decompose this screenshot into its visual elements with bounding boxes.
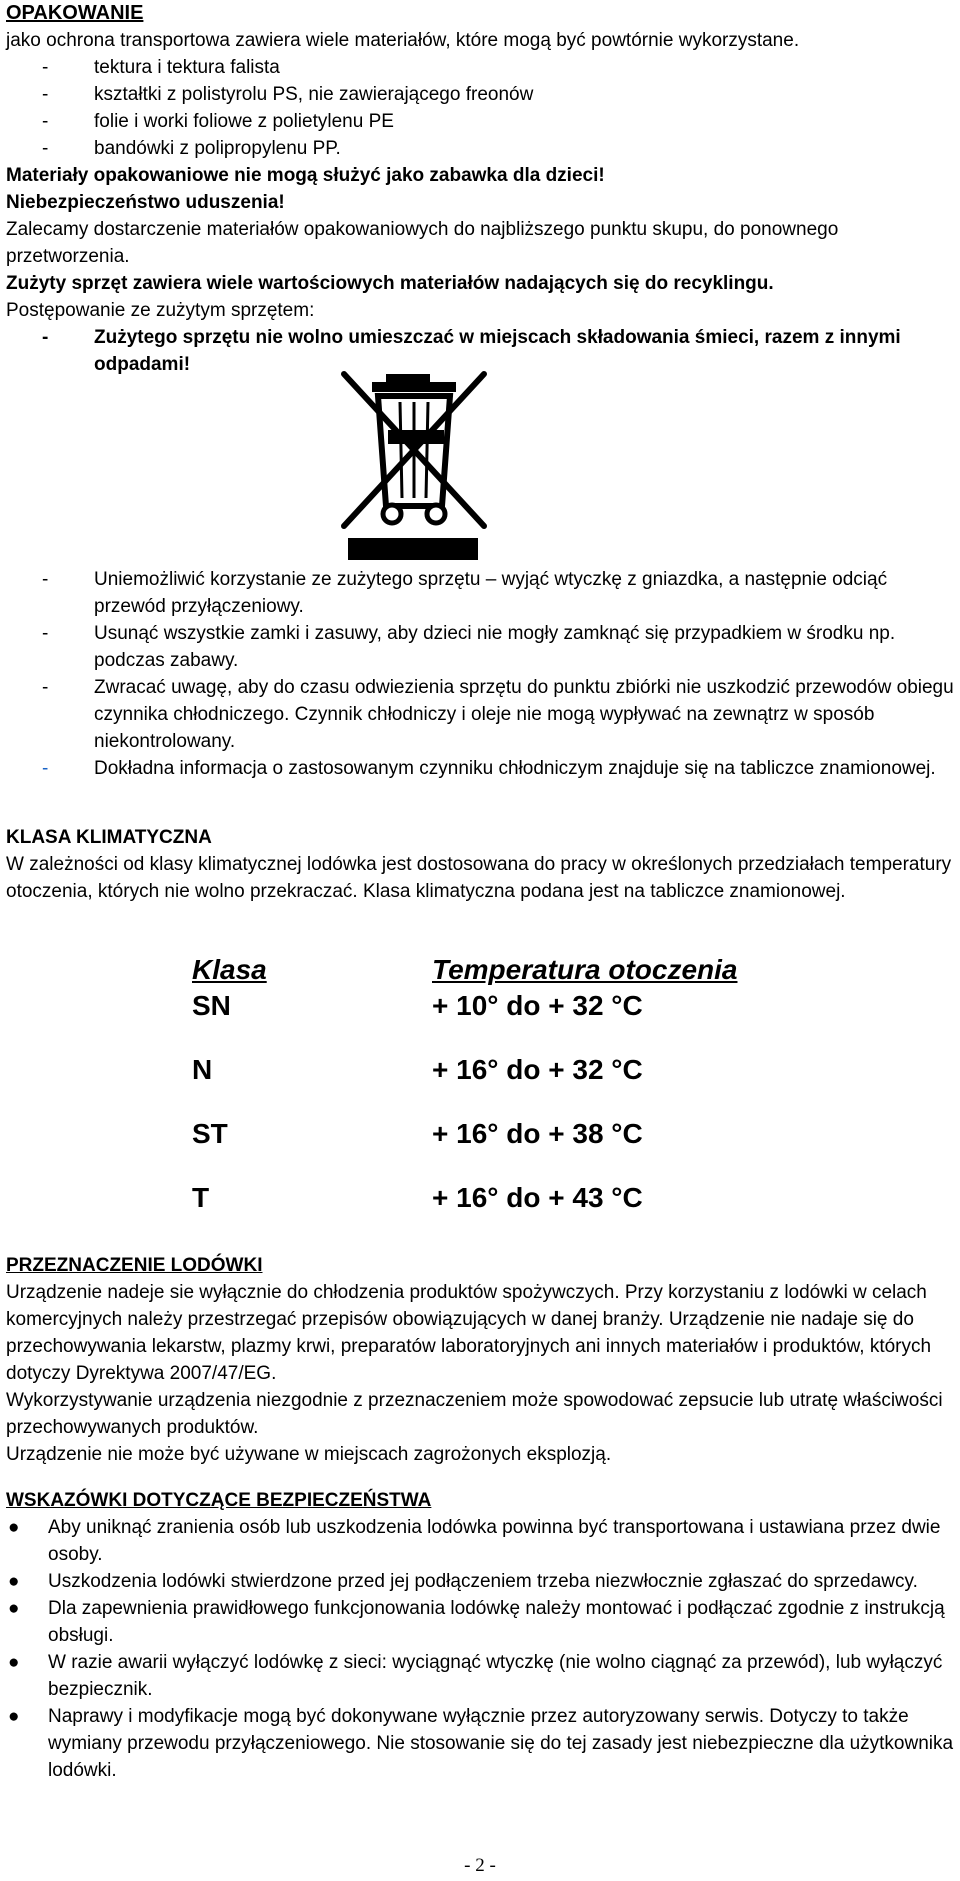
list-item: ● Dla zapewnienia prawidłowego funkcjonowania lodówkę należy montować i podłączać zgodnie z instrukcją obsługi. [0, 1595, 960, 1649]
list-item: - Dokładna informacja o zastosowanym czynniku chłodniczym znajduje się na tabliczce znamionowej. [42, 758, 936, 779]
bullet-dot-icon: ● [8, 1652, 20, 1673]
table-row: ST + 16° do + 38 °C [192, 1118, 643, 1149]
page-number: - 2 - [464, 1855, 496, 1876]
list-item: - Zwracać uwagę, aby do czasu odwiezienia sprzętu do punktu zbiórki nie uszkodzić przewodów obiegu czynnika chłodniczego. Czynnik chłodniczy i oleje nie mogą wypływać na zewnątrz w sposób niekontrolowany. [42, 677, 954, 752]
list-item: - folie i worki foliowe z polietylenu PE [42, 111, 394, 132]
column-header: Klasa [192, 954, 267, 985]
table-row: SN + 10° do + 32 °C [192, 990, 643, 1021]
recycling-note: Zużyty sprzęt zawiera wiele wartościowych materiałów nadających się do recyklingu. [6, 273, 774, 294]
list-item: ● Uszkodzenia lodówki stwierdzone przed jej podłączeniem trzeba niezwłocznie zgłaszać do sprzedawcy. [0, 1568, 960, 1595]
bullet-dot-icon: ● [8, 1571, 20, 1592]
table-row: T + 16° do + 43 °C [192, 1182, 643, 1213]
packaging-heading: OPAKOWANIE [6, 2, 144, 24]
column-header: Temperatura otoczenia [432, 954, 738, 985]
list-item: ● W razie awarii wyłączyć lodówkę z sieci: wyciągnąć wtyczkę (nie wolno ciągnąć za przewód), lub wyłączyć bezpiecznik. [0, 1649, 960, 1703]
safety-heading: WSKAZÓWKI DOTYCZĄCE BEZPIECZEŃSTWA [6, 1490, 432, 1511]
disposal-intro: Postępowanie ze zużytym sprzętem: [6, 300, 315, 321]
recommendation-text: Zalecamy dostarczenie materiałów opakowaniowych do najbliższego punktu skupu, do ponownego przetworzenia. [6, 219, 839, 267]
disposal-steps [0, 566, 960, 782]
purpose-paragraph: Urządzenie nie może być używane w miejscach zagrożonych eksplozją. [6, 1444, 612, 1465]
bullet-dot-icon: ● [8, 1706, 20, 1727]
list-item: - bandówki z polipropylenu PP. [42, 138, 341, 159]
list-item: ● Aby uniknąć zranienia osób lub uszkodzenia lodówka powinna być transportowana i ustawiana przez dwie osoby. [0, 1514, 960, 1568]
climate-section [0, 824, 960, 905]
list-item: - tektura i tektura falista [42, 57, 280, 78]
warning-text: Materiały opakowaniowe nie mogą służyć jako zabawka dla dzieci! [6, 165, 605, 186]
table-row: N + 16° do + 32 °C [192, 1054, 643, 1085]
safety-section [0, 1487, 960, 1784]
list-item: - Uniemożliwić korzystanie ze zużytego sprzętu – wyjąć wtyczkę z gniazdka, a następnie odciąć przewód przyłączeniowy. [42, 569, 888, 617]
list-item: - Usunąć wszystkie zamki i zasuwy, aby dzieci nie mogły zamknąć się przypadkiem w środku np. podczas zabawy. [42, 623, 896, 671]
list-item: - kształtki z polistyrolu PS, nie zawierającego freonów [42, 84, 534, 105]
purpose-heading: PRZEZNACZENIE LODÓWKI [6, 1255, 263, 1276]
purpose-paragraph: Wykorzystywanie urządzenia niezgodnie z przeznaczeniem może spowodować zepsucie lub utratę właściwości przechowywanych produktów. [6, 1390, 943, 1438]
bullet-dot-icon: ● [8, 1598, 20, 1619]
warning-text: Niebezpieczeństwo uduszenia! [6, 192, 285, 213]
packaging-section [0, 0, 960, 378]
climate-heading: KLASA KLIMATYCZNA [6, 827, 212, 848]
disposal-rule: - Zużytego sprzętu nie wolno umieszczać w miejscach składowania śmieci, razem z innymi odpadami! [42, 327, 901, 375]
packaging-intro: jako ochrona transportowa zawiera wiele materiałów, które mogą być powtórnie wykorzystane. [6, 30, 800, 51]
purpose-paragraph: Urządzenie nadeje sie wyłącznie do chłodzenia produktów spożywczych. Przy korzystaniu z lodówki w celach komercyjnych należy przestrzegać przepisów obowiązujących w danej branży. Urządzenie nie nadaje się do przechowywania lekarstw, plazmy krwi, preparatów laboratoryjnych ani innych materiałów i produktów, których dotyczy Dyrektywa 2007/47/EG. [6, 1282, 932, 1384]
purpose-section [0, 1252, 960, 1468]
list-item: ● Naprawy i modyfikacje mogą być dokonywane wyłącznie przez autoryzowany serwis. Dotyczy to także wymiany przewodu przyłączeniowego. Nie stosowanie się do tej zasady jest niebezpieczne dla użytkownika lodówki. [0, 1703, 960, 1784]
bullet-dot-icon: ● [8, 1517, 20, 1538]
crossed-out-wheelie-bin-icon [332, 366, 496, 562]
climate-text: W zależności od klasy klimatycznej lodówka jest dostosowana do pracy w określonych przedziałach temperatury otoczenia, których nie wolno przekraczać. Klasa klimatyczna podana jest na tabliczce znamionowej. [6, 854, 952, 902]
